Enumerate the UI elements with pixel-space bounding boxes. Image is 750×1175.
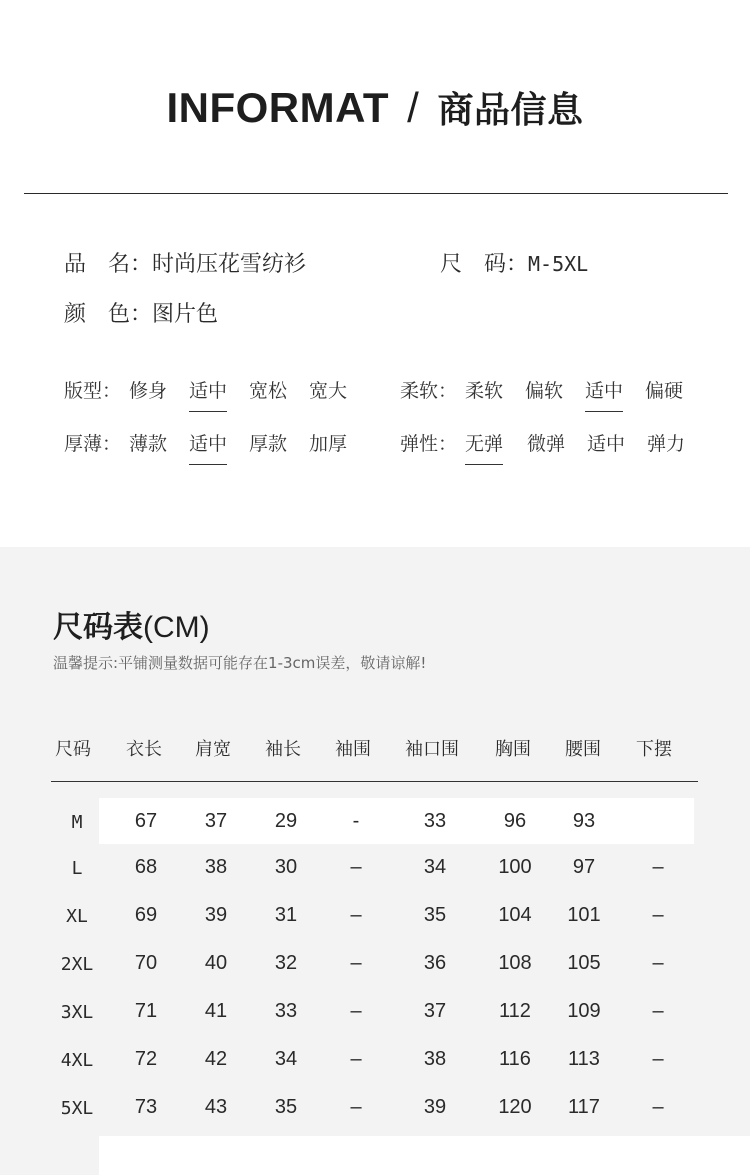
size-chart-title-text: 尺码表 <box>53 610 143 645</box>
page-title <box>0 82 750 133</box>
col-header-length: 衣长 <box>126 739 162 760</box>
attr-elasticity-option: 弹力 <box>647 433 686 455</box>
cell-shoulder: 38 <box>204 856 228 878</box>
cell-chest: 116 <box>499 1048 531 1070</box>
attr-softness-option: 偏硬 <box>645 380 684 402</box>
title-cn: 商品信息 <box>437 90 584 131</box>
attr-elasticity-option: 微弹 <box>527 433 566 455</box>
cell-size: 2XL <box>60 954 94 975</box>
cell-shoulder: 42 <box>204 1048 228 1070</box>
cell-waist: 97 <box>572 856 596 878</box>
cell-size: 3XL <box>60 1002 94 1023</box>
cell-size: XL <box>66 906 88 927</box>
cell-length: 72 <box>134 1048 158 1070</box>
cell-length: 69 <box>134 904 158 926</box>
attr-softness-option-selected: 适中 <box>585 376 623 403</box>
cell-sleeve-width: – <box>350 1000 362 1022</box>
cell-cuff: 36 <box>423 952 447 974</box>
cell-sleeve-length: 31 <box>274 904 298 926</box>
attr-elasticity-option-selected: 无弹 <box>465 429 503 456</box>
product-name-label: 品 名： <box>64 252 153 277</box>
cell-size: 5XL <box>60 1098 94 1119</box>
cell-shoulder: 41 <box>204 1000 228 1022</box>
cell-chest: 120 <box>498 1096 532 1118</box>
cell-cuff: 37 <box>423 1000 447 1022</box>
cell-waist: 93 <box>572 810 596 832</box>
cell-sleeve-width: – <box>350 904 362 926</box>
cell-sleeve-width: – <box>350 856 362 878</box>
cell-sleeve-length: 29 <box>274 810 298 832</box>
col-header-waist: 腰围 <box>565 739 601 760</box>
cell-hem: – <box>652 1096 664 1118</box>
cell-sleeve-width: – <box>350 1096 362 1118</box>
cell-chest: 100 <box>498 856 532 878</box>
cell-chest: 108 <box>498 952 532 974</box>
attr-elasticity-label: 弹性： <box>400 433 458 455</box>
color-row <box>64 297 218 328</box>
cell-waist: 109 <box>567 1000 601 1022</box>
cell-sleeve-width: – <box>350 952 362 974</box>
cell-shoulder: 37 <box>204 810 228 832</box>
attr-thickness-option: 薄款 <box>129 433 168 455</box>
header-divider <box>24 193 728 194</box>
cell-hem: – <box>652 952 664 974</box>
col-header-chest: 胸围 <box>495 739 531 760</box>
size-range-label: 尺 码： <box>440 252 529 277</box>
size-range-value: M-5XL <box>528 252 589 276</box>
cell-waist: 117 <box>568 1096 600 1118</box>
attr-fit-option-selected: 适中 <box>189 376 227 403</box>
cell-waist: 113 <box>568 1048 600 1070</box>
size-chart-unit: (CM) <box>143 611 210 644</box>
attr-fit-option: 修身 <box>129 380 168 402</box>
cell-shoulder: 43 <box>204 1096 228 1118</box>
col-header-hem: 下摆 <box>636 739 672 760</box>
cell-length: 70 <box>134 952 158 974</box>
cell-length: 68 <box>134 856 158 878</box>
cell-cuff: 38 <box>423 1048 447 1070</box>
cell-chest: 112 <box>499 1000 531 1022</box>
cell-hem: – <box>652 856 664 878</box>
col-header-shoulder: 肩宽 <box>195 739 231 760</box>
cell-sleeve-length: 32 <box>274 952 298 974</box>
color-label: 颜 色： <box>64 302 153 327</box>
cell-length: 67 <box>134 810 158 832</box>
table-header-divider <box>51 781 698 782</box>
attr-fit-option: 宽大 <box>309 380 348 402</box>
cell-chest: 96 <box>503 810 527 832</box>
col-header-sleeve-length: 袖长 <box>265 739 301 760</box>
attr-fit-option: 宽松 <box>249 380 288 402</box>
attr-thickness-label: 厚薄： <box>64 433 122 455</box>
cell-length: 71 <box>134 1000 158 1022</box>
cell-size: L <box>71 858 83 879</box>
title-separator: / <box>407 84 420 131</box>
attr-softness <box>400 376 700 402</box>
col-header-size: 尺码 <box>55 739 91 760</box>
cell-cuff: 35 <box>423 904 447 926</box>
col-header-cuff: 袖口围 <box>405 739 459 760</box>
cell-shoulder: 39 <box>204 904 228 926</box>
cell-length: 73 <box>134 1096 158 1118</box>
cell-size: 4XL <box>60 1050 94 1071</box>
title-en: INFORMAT <box>166 84 389 131</box>
cell-shoulder: 40 <box>204 952 228 974</box>
attr-thickness-option-selected: 适中 <box>189 429 227 456</box>
attr-elasticity <box>400 429 700 455</box>
attr-softness-option: 柔软 <box>465 380 504 402</box>
cell-sleeve-length: 30 <box>274 856 298 878</box>
cell-sleeve-width: – <box>350 1048 362 1070</box>
cell-sleeve-length: 34 <box>274 1048 298 1070</box>
attr-thickness <box>64 429 364 455</box>
cell-sleeve-width: - <box>352 810 360 832</box>
cell-sleeve-length: 33 <box>274 1000 298 1022</box>
cell-hem: – <box>652 904 664 926</box>
attr-softness-option: 偏软 <box>525 380 564 402</box>
attr-thickness-option: 加厚 <box>309 433 348 455</box>
size-chart-title <box>53 602 210 646</box>
cell-waist: 105 <box>567 952 601 974</box>
col-header-sleeve-width: 袖围 <box>335 739 371 760</box>
attr-softness-label: 柔软： <box>400 380 458 402</box>
product-name-row <box>64 247 306 278</box>
cell-sleeve-length: 35 <box>274 1096 298 1118</box>
cell-cuff: 39 <box>423 1096 447 1118</box>
cell-cuff: 34 <box>423 856 447 878</box>
measurement-tip: 温馨提示:平铺测量数据可能存在1-3cm误差，敬请谅解! <box>53 654 427 672</box>
attr-fit <box>64 376 364 402</box>
cell-chest: 104 <box>498 904 532 926</box>
color-value: 图片色 <box>152 302 219 327</box>
size-range-row <box>440 247 588 278</box>
attr-elasticity-option: 适中 <box>587 433 626 455</box>
attr-thickness-option: 厚款 <box>249 433 288 455</box>
attr-fit-label: 版型： <box>64 380 122 402</box>
product-name-value: 时尚压花雪纺衫 <box>152 252 307 277</box>
table-footer-strip <box>99 1136 750 1175</box>
cell-hem: – <box>652 1000 664 1022</box>
cell-waist: 101 <box>567 904 601 926</box>
cell-cuff: 33 <box>423 810 447 832</box>
cell-hem: – <box>652 1048 664 1070</box>
cell-size: M <box>71 812 83 833</box>
